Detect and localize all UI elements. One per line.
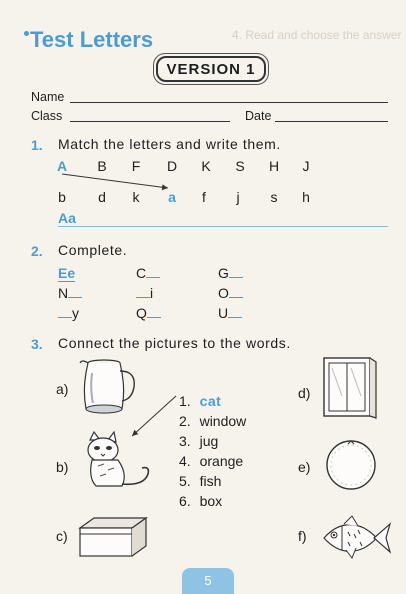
complete-item-text: Q bbox=[136, 305, 147, 321]
picture-label-f: f) bbox=[298, 528, 307, 544]
blank-line[interactable] bbox=[58, 305, 72, 318]
bleed-through-text: 4. Read and choose the answer bbox=[232, 28, 402, 42]
window-picture[interactable] bbox=[322, 356, 378, 420]
complete-item-text: C bbox=[136, 265, 147, 281]
task2-number: 2. bbox=[31, 243, 43, 259]
version-badge: VERSION 1 bbox=[156, 56, 266, 82]
word-item[interactable] bbox=[179, 493, 222, 509]
uppercase-letter: B bbox=[97, 158, 107, 174]
uppercase-letter: J bbox=[302, 158, 310, 174]
word-item-text: box bbox=[199, 493, 223, 509]
task2-instruction: Complete. bbox=[58, 242, 128, 258]
task3-instruction: Connect the pictures to the words. bbox=[58, 335, 291, 351]
complete-item-text: Ee bbox=[58, 265, 76, 281]
complete-item[interactable] bbox=[58, 285, 82, 301]
word-item-number: 4. bbox=[179, 453, 191, 469]
complete-item[interactable] bbox=[218, 265, 243, 281]
task3-number: 3. bbox=[31, 336, 43, 352]
lowercase-letter: s bbox=[270, 189, 278, 205]
complete-item-text: i bbox=[150, 285, 154, 301]
blank-line[interactable] bbox=[136, 285, 150, 298]
fish-picture[interactable] bbox=[318, 514, 392, 560]
lowercase-letter: a bbox=[168, 189, 176, 205]
lowercase-letter: d bbox=[98, 189, 106, 205]
word-item[interactable] bbox=[179, 473, 221, 489]
class-label: Class bbox=[31, 109, 63, 123]
blank-line[interactable] bbox=[147, 305, 161, 318]
blank-line[interactable] bbox=[146, 265, 160, 278]
title-bullet bbox=[24, 31, 29, 36]
word-item-text: fish bbox=[199, 473, 222, 489]
task1-number: 1. bbox=[31, 137, 43, 153]
box-picture[interactable] bbox=[76, 516, 150, 560]
word-item[interactable] bbox=[179, 393, 221, 409]
word-item-text: cat bbox=[199, 393, 222, 409]
complete-item[interactable] bbox=[136, 285, 153, 301]
picture-label-e: e) bbox=[298, 459, 311, 475]
uppercase-letter: K bbox=[201, 158, 211, 174]
lowercase-letter: h bbox=[302, 189, 310, 205]
word-item-text: window bbox=[199, 413, 247, 429]
date-label: Date bbox=[245, 109, 272, 123]
word-item-number: 2. bbox=[179, 413, 191, 429]
page-number: 5 bbox=[182, 568, 234, 594]
complete-item[interactable] bbox=[218, 285, 243, 301]
uppercase-letter: H bbox=[268, 158, 280, 174]
task1-answer-line[interactable] bbox=[58, 226, 388, 227]
complete-item[interactable] bbox=[136, 305, 161, 321]
word-item-text: orange bbox=[199, 453, 244, 469]
match-arrow-cat bbox=[124, 394, 184, 444]
word-item-text: jug bbox=[199, 433, 219, 449]
complete-item[interactable] bbox=[218, 305, 242, 321]
word-item-number: 5. bbox=[179, 473, 191, 489]
complete-item-text: O bbox=[218, 285, 229, 301]
complete-item-text: G bbox=[218, 265, 229, 281]
word-item[interactable] bbox=[179, 413, 246, 429]
lowercase-letter: f bbox=[202, 189, 206, 205]
picture-label-c: c) bbox=[56, 528, 68, 544]
complete-item[interactable] bbox=[136, 265, 160, 281]
complete-item bbox=[58, 265, 75, 281]
lowercase-letter: j bbox=[236, 189, 240, 205]
blank-line[interactable] bbox=[68, 285, 82, 298]
uppercase-letter: D bbox=[166, 158, 178, 174]
orange-picture[interactable] bbox=[324, 438, 378, 492]
name-line[interactable] bbox=[70, 102, 388, 103]
uppercase-letter: A bbox=[56, 158, 68, 174]
complete-item-text: N bbox=[58, 285, 69, 301]
word-item-number: 1. bbox=[179, 393, 191, 409]
blank-line[interactable] bbox=[229, 265, 243, 278]
word-item-number: 6. bbox=[179, 493, 191, 509]
lowercase-letter: k bbox=[132, 189, 140, 205]
page-title: Test Letters bbox=[30, 27, 154, 52]
picture-label-b: b) bbox=[56, 459, 69, 475]
blank-line[interactable] bbox=[229, 285, 243, 298]
word-item-number: 3. bbox=[179, 433, 191, 449]
blank-line[interactable] bbox=[228, 305, 242, 318]
complete-item-text: U bbox=[218, 305, 229, 321]
word-item[interactable] bbox=[179, 453, 243, 469]
complete-item-text: y bbox=[72, 305, 79, 321]
picture-label-a: a) bbox=[56, 381, 69, 397]
class-line[interactable] bbox=[70, 121, 230, 122]
uppercase-letter: S bbox=[235, 158, 245, 174]
date-line[interactable] bbox=[275, 121, 388, 122]
uppercase-letter: F bbox=[131, 158, 141, 174]
picture-label-d: d) bbox=[298, 385, 311, 401]
task1-example: Aa bbox=[58, 210, 76, 226]
name-label: Name bbox=[31, 90, 65, 104]
task1-instruction: Match the letters and write them. bbox=[58, 136, 281, 152]
complete-item[interactable] bbox=[58, 305, 79, 321]
lowercase-letter: b bbox=[58, 189, 66, 205]
word-item[interactable] bbox=[179, 433, 218, 449]
